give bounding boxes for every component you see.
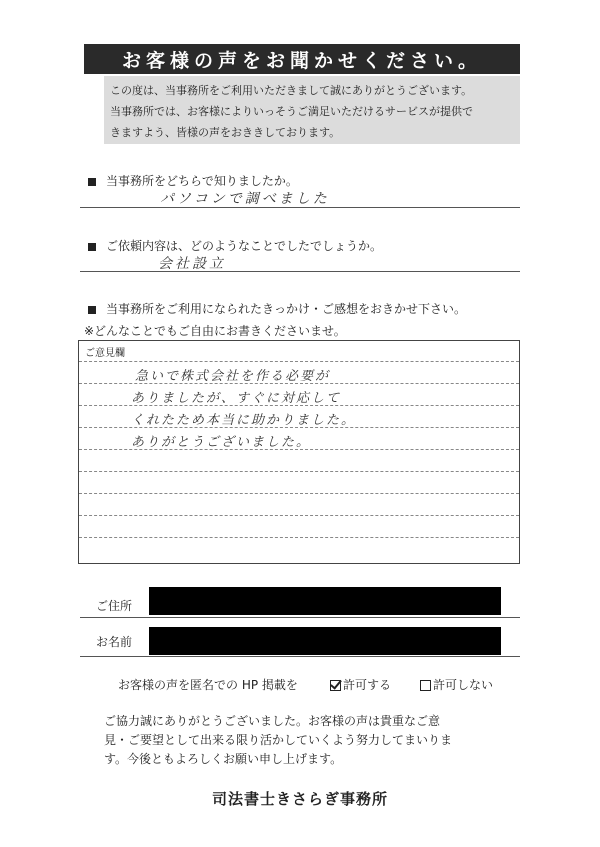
answer-2-handwriting: 会社設立 [158, 256, 226, 272]
intro-line: 当事務所では、お客様によりいっそうご満足いただけるサービスが提供で [110, 105, 473, 118]
intro-line: きますよう、皆様の声をおききしております。 [110, 126, 341, 139]
office-name: 司法書士きさらぎ事務所 [211, 790, 388, 808]
free-comment-note: ※どんなことでもご自由にお書きくださいませ。 [84, 324, 346, 338]
name-line [80, 656, 520, 657]
consent-question: お客様の声を匿名での HP 掲載を [118, 678, 298, 692]
address-redacted [149, 587, 501, 615]
ruled-line [79, 493, 519, 494]
address-label: ご住所 [96, 599, 133, 613]
question-1 [88, 172, 298, 189]
unchecked-box-icon[interactable] [420, 680, 431, 691]
answer-1-handwriting: パソコンで調べました [160, 191, 330, 207]
checked-box-icon[interactable] [330, 680, 341, 691]
opinion-box-label: ご意見欄 [85, 348, 125, 359]
ruled-line [79, 471, 519, 472]
closing-line: ご協力誠にありがとうございました。お客様の声は貴重なご意 [104, 714, 441, 728]
name-label: お名前 [96, 635, 133, 649]
address-line [80, 617, 520, 618]
question-2-text: ご依頼内容は、どのようなことでしたでしょうか。 [106, 239, 383, 253]
consent-deny[interactable] [420, 676, 493, 693]
square-bullet-icon [88, 306, 96, 314]
intro-line: この度は、当事務所をご利用いただきまして誠にありがとうございます。 [110, 84, 473, 97]
opinion-line: ありましたが、すぐに対応して [131, 391, 342, 406]
opinion-line: くれたため本当に助かりました。 [131, 413, 357, 428]
square-bullet-icon [88, 243, 96, 251]
name-redacted [149, 627, 501, 655]
opinion-line: 急いで株式会社を作る必要が [135, 369, 331, 384]
closing-line: 見・ご要望として出来る限り活かしていくよう努力してまいりま [104, 733, 453, 747]
question-3 [88, 300, 466, 317]
answer-1-line [80, 207, 520, 208]
consent-allow[interactable] [330, 676, 391, 693]
question-1-text: 当事務所をどちらで知りましたか。 [106, 174, 298, 188]
form-title-banner: お客様の声をお聞かせください。 [84, 44, 520, 74]
ruled-line [79, 537, 519, 538]
closing-line: す。今後ともよろしくお願い申し上げます。 [104, 752, 343, 766]
question-2 [88, 237, 382, 254]
square-bullet-icon [88, 178, 96, 186]
opinion-box [78, 340, 520, 564]
ruled-line [79, 515, 519, 516]
ruled-line [79, 361, 519, 362]
answer-2-line [80, 271, 520, 272]
consent-allow-label: 許可する [343, 678, 392, 692]
question-3-text: 当事務所をご利用になられたきっかけ・ご感想をおきかせ下さい。 [106, 302, 467, 316]
intro-text-box [104, 76, 520, 144]
consent-deny-label: 許可しない [433, 678, 494, 692]
closing-message [104, 712, 524, 769]
opinion-line: ありがとうございました。 [131, 435, 312, 450]
